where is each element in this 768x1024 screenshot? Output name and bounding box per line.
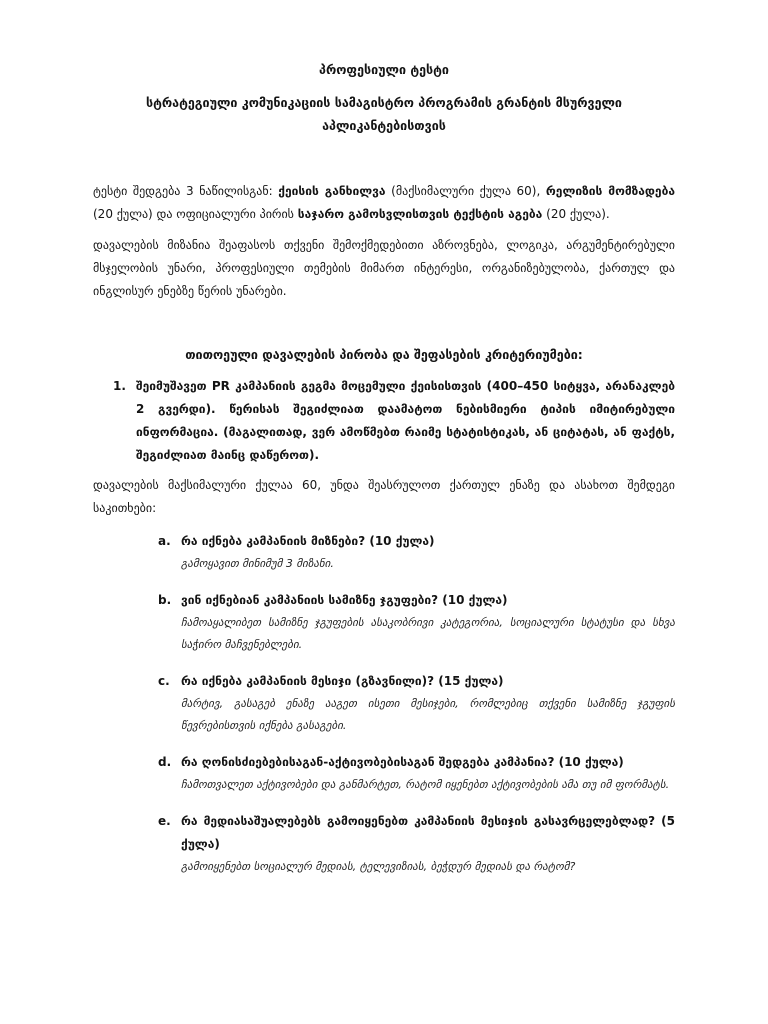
intro-text-4: (20 ქულა). (542, 207, 610, 221)
intro-paragraph (93, 180, 675, 226)
question-text: რა იქნება კამპანიის მიზნები? (10 ქულა) (181, 534, 435, 548)
question-list (93, 530, 675, 878)
task-1-number: 1. (113, 379, 126, 393)
task-1 (93, 375, 675, 467)
intro-text-2: (მაქსიმალური ქულა 60), (385, 184, 546, 198)
question-item-a (93, 530, 675, 575)
question-body (181, 530, 675, 575)
question-item-d (93, 751, 675, 796)
question-marker: e. (158, 814, 171, 828)
question-hint: ჩამოაყალიბეთ სამიზნე ჯგუფების ასაკობრივი კატეგორია, სოციალური სტატუსი და სხვა საჭირო მაჩვენებლები. (181, 616, 675, 651)
question-item-c (93, 670, 675, 737)
question-text: რა მედიასაშუალებებს გამოიყენებთ კამპანიის მესიჯის გასავრცელებლად? (5 ქულა) (181, 814, 675, 851)
question-hint: მარტივ, გასაგებ ენაზე ააგეთ ისეთი მესიჯები, რომლებიც თქვენი სამიზნე ჯგუფის წევრებისთვის იქნება გასაგები. (181, 697, 675, 732)
question-hint: გამოყავით მინიმუმ 3 მიზანი. (181, 557, 334, 570)
question-text: რა ღონისძიებებისაგან-აქტივობებისაგან შედგება კამპანია? (10 ქულა) (181, 755, 624, 769)
question-hint: ჩამოთვალეთ აქტივობები და განმარტეთ, რატომ იყენებთ აქტივობების ამა თუ იმ ფორმატს. (181, 778, 670, 791)
intro-bold-speech: საჯარო გამოსვლისთვის ტექსტის აგება (297, 207, 543, 221)
question-item-e (93, 810, 675, 878)
question-body (181, 751, 675, 796)
goal-paragraph: დავალების მიზანია შეაფასოს თქვენი შემოქმედებითი აზროვნება, ლოგიკა, არგუმენტირებული მსჯელობის უნარი, პროფესიული თემების მიმართ ინტერესი, ორგანიზებულობა, ქართულ და ინგლისურ ენებზე წერის უნარები. (93, 238, 675, 298)
question-hint: გამოიყენებთ სოციალურ მედიას, ტელევიზიას, ბეჭდურ მედიას და რატომ? (181, 860, 576, 873)
criteria-heading: თითოეული დავალების პირობა და შეფასების კრიტერიუმები: (185, 347, 583, 362)
intro-text-1: ტესტი შედგება 3 ნაწილისგან: (93, 184, 279, 198)
question-marker: a. (158, 534, 171, 548)
question-body (181, 810, 675, 878)
question-body (181, 670, 675, 737)
task-1-text: შეიმუშავეთ PR კამპანიის გეგმა მოცემული ქეისისთვის (400–450 სიტყვა, არანაკლებ 2 გვერდი). წერისას შეგიძლიათ დაამატოთ ნებისმიერი ტიპის იმიტირებული ინფორმაცია. (მაგალითად, ვერ ამოწმებთ რაიმე სტატისტიკას, ან ციტატას, ან ფაქტს, შეგიძლიათ მაინც დაწეროთ). (136, 379, 675, 462)
document-title: პროფესიული ტესტი (319, 62, 449, 77)
question-text: რა იქნება კამპანიის მესიჯი (გზავნილი)? (15 ქულა) (181, 674, 504, 688)
question-text: ვინ იქნებიან კამპანიის სამიზნე ჯგუფები? (10 ქულა) (181, 593, 508, 607)
intro-bold-case-review: ქეისის განხილვა (278, 184, 386, 198)
question-marker: c. (158, 674, 170, 688)
requirements-paragraph: დავალების მაქსიმალური ქულაა 60, უნდა შეასრულოთ ქართულ ენაზე და ასახოთ შემდეგი საკითხები: (93, 478, 675, 515)
question-body (181, 589, 675, 656)
intro-text-3: (20 ქულა) და ოფიციალური პირის (93, 207, 298, 221)
question-item-b (93, 589, 675, 656)
intro-bold-release: რელიზის მომზადება (545, 184, 675, 198)
document-subtitle: სტრატეგიული კომუნიკაციის სამაგისტრო პროგრამის გრანტის მსურველი აპლიკანტებისთვის (146, 95, 622, 133)
question-marker: d. (158, 755, 172, 769)
question-marker: b. (158, 593, 172, 607)
